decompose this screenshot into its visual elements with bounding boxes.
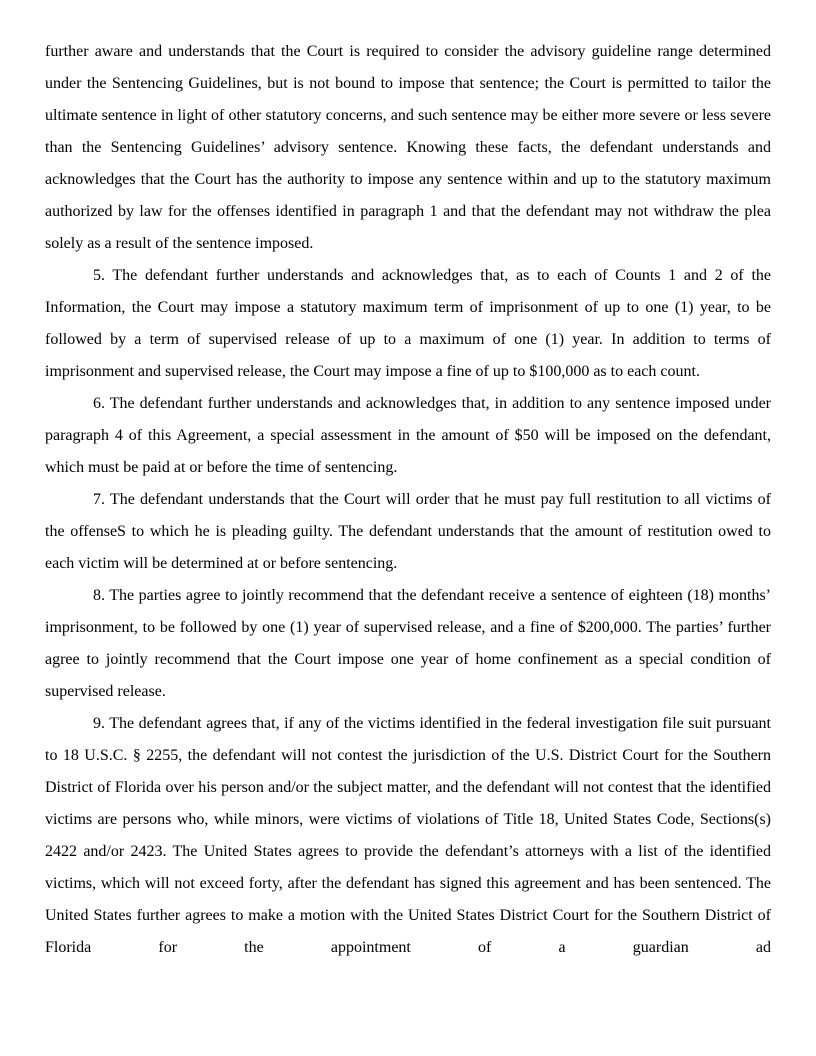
paragraph-5: 5. The defendant further understands and acknowledges that, as to each of Counts 1 and 2 of the Information, the Court may impose a statutory maximum term of imprisonment of up to one (1) year, to be followed by a term of supervised release of up to a maximum of one (1) year. In addition to terms of imprisonment and supervised release, the Court may impose a fine of up to $100,000 as to each count. — [45, 267, 771, 380]
paragraph-continued: further aware and understands that the Court is required to consider the advisory guideline range determined under the Sentencing Guidelines, but is not bound to impose that sentence; the Court is permitted to tailor the ultimate sentence in light of other statutory concerns, and such sentence may be either more severe or less severe than the Sentencing Guidelines’ advisory sentence. Knowing these facts, the defendant understands and acknowledges that the Court has the authority to impose any sentence within and up to the statutory maximum authorized by law for the offenses identified in paragraph 1 and that the defendant may not withdraw the plea solely as a result of the sentence imposed. — [45, 43, 771, 252]
paragraph-8: 8. The parties agree to jointly recommend that the defendant receive a sentence of eighteen (18) months’ imprisonment, to be followed by one (1) year of supervised release, and a fine of $200,000. The parties’ further agree to jointly recommend that the Court impose one year of home confinement as a special condition of supervised release. — [45, 587, 771, 700]
paragraph-9: 9. The defendant agrees that, if any of the victims identified in the federal investigation file suit pursuant to 18 U.S.C. § 2255, the defendant will not contest the jurisdiction of the U.S. District Court for the Southern District of Florida over his person and/or the subject matter, and the defendant will not contest that the identified victims are persons who, while minors, were victims of violations of Title 18, United States Code, Sections(s) 2422 and/or 2423. The United States agrees to provide the defendant’s attorneys with a list of the identified victims, which will not exceed forty, after the defendant has signed this agreement and has been sentenced. The United States further agrees to make a motion with the United States District Court for the Southern District of Florida for the appointment of a guardian ad — [45, 715, 771, 956]
paragraph-6: 6. The defendant further understands and acknowledges that, in addition to any sentence imposed under paragraph 4 of this Agreement, a special assessment in the amount of $50 will be imposed on the defendant, which must be paid at or before the time of sentencing. — [45, 395, 771, 476]
paragraph-7: 7. The defendant understands that the Court will order that he must pay full restitution to all victims of the offenseS to which he is pleading guilty. The defendant understands that the amount of restitution owed to each victim will be determined at or before sentencing. — [45, 491, 771, 572]
document-page — [45, 36, 771, 964]
